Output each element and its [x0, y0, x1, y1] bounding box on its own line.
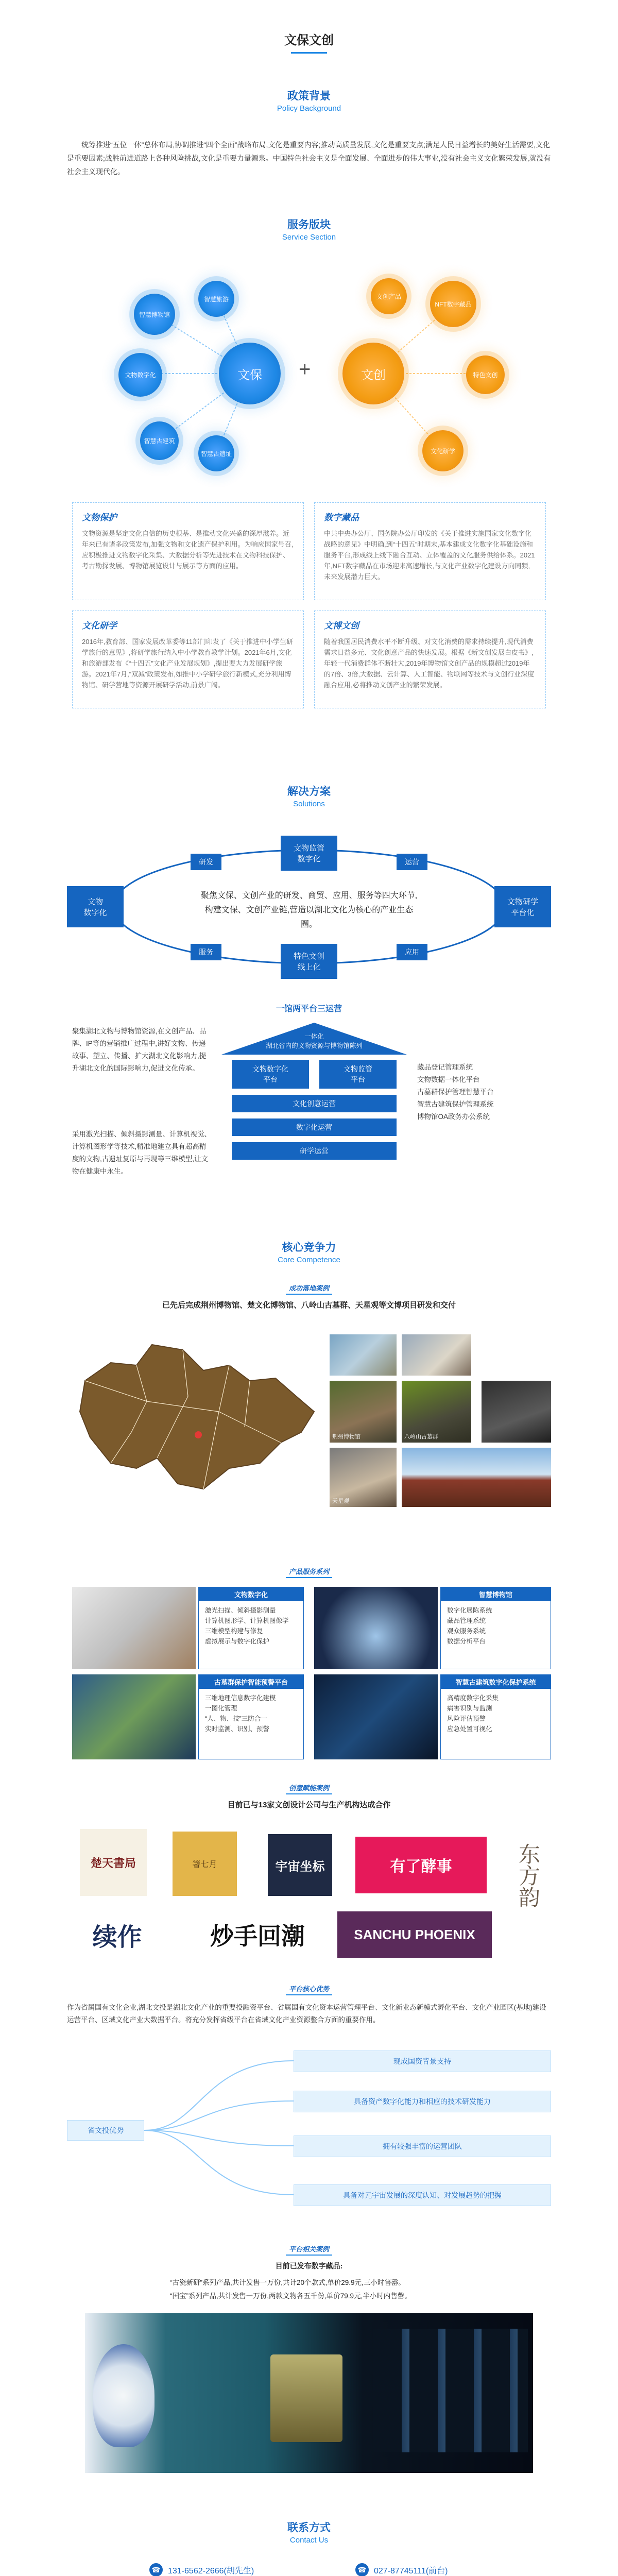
feature-item: 应急处置可视化	[447, 1725, 492, 1733]
core-heading	[0, 1239, 618, 1264]
release-line: “国宝”系列产品,共计发售一万份,两款文物各五千份,单价79.9元,半小时内售罄。	[170, 2292, 411, 2300]
case-caption-1: 荆州博物馆	[332, 1434, 360, 1440]
node-study-platform[interactable]: 文物研学 平台化	[494, 886, 551, 927]
card-cultural-study	[72, 611, 304, 708]
service-node-smart-tourism[interactable]: 智慧旅游	[198, 281, 234, 317]
brand-logo-qiyue: 箸七月	[173, 1832, 237, 1896]
node-digitization[interactable]: 文物 数字化	[67, 886, 124, 927]
card-title: 数字藏品	[324, 513, 359, 522]
solutions-heading	[0, 783, 618, 808]
policy-heading	[0, 88, 618, 113]
feature-smart-museum	[440, 1587, 551, 1669]
bronze-figure	[270, 2354, 342, 2442]
solutions-subtitle: Solutions	[293, 800, 325, 808]
card-title: 文物保护	[82, 513, 117, 522]
cases-subheading	[0, 1283, 618, 1295]
case-photo-1	[330, 1334, 397, 1376]
brand-logo-youle: 有了酵事	[355, 1837, 487, 1893]
brands-text: 目前已与13家文创设计公司与生产机构达成合作	[227, 1801, 391, 1809]
nft-showcase-image	[85, 2313, 533, 2473]
platform-left-text-2: 采用激光扫描、倾斜摄影测量、计算机视觉、计算机图形学等技术,精准地建立具有超高精度的文物,古遗址复原与再现等三维模型,让文物在健康中永生。	[72, 1130, 211, 1175]
card-relic-protection	[72, 502, 304, 600]
contact-title: 联系方式	[287, 2522, 331, 2534]
platform-row-creative[interactable]: 文化创意运营	[232, 1095, 397, 1112]
cases-text: 已先后完成荆州博物馆、楚文化博物馆、八岭山古墓群、天星观等文博项目研发和交付	[162, 1301, 456, 1310]
feature-title: 古墓群保护智能预警平台	[199, 1675, 303, 1689]
platform-system-list	[417, 1061, 551, 1123]
products-subheading	[0, 1566, 618, 1578]
service-node-study[interactable]: 文化研学	[422, 430, 464, 471]
policy-text: 统筹推进“五位一体”总体布局,协调推进“四个全面”战略布局,文化是重要内容;推动高质量发展,文化是重要支点;满足人民日益增长的美好生活需要,文化是重要因素;战胜前进道路上各种风险挑战,文化是重要力量源泉。中国特色社会主义是全面发展、全面进步的伟大事业,没有社会主义文化繁荣发展,就没有社会主义现代化。	[67, 141, 551, 176]
card-museum-creative	[314, 611, 546, 708]
feature-item: 计算机图形学、计算机图像学	[205, 1617, 289, 1624]
hubei-map	[75, 1334, 319, 1502]
advantage-item: 现成国资背景支持	[294, 2050, 551, 2072]
brand-logo-chutian: 楚天書局	[80, 1829, 147, 1896]
product-image-4	[314, 1674, 438, 1759]
system-item: 藏品登记管理系统	[417, 1063, 473, 1071]
service-center-preservation: 文保	[219, 343, 281, 404]
related-subheading-text: 平台相关案例	[286, 2244, 332, 2256]
core-title: 核心竞争力	[282, 1242, 336, 1253]
platform-diagram	[221, 1023, 407, 1177]
card-text: 2016年,教育部、国家发展改革委等11部门印发了《关于推进中小学生研学旅行的意见》,将研学旅行纳入中小学教育教学计划。2021年6月,文化和旅游部发布《“十四五”文化产业发展规划》,提出要大力发展研学旅游。2021年7月,“双减”政策发布,如推中小学研学旅行新模式,充分利用博物馆、研学营地等资源开展研学活动,前景广阔。	[82, 638, 294, 689]
tag-application: 应用	[397, 944, 427, 960]
feature-title: 智慧博物馆	[441, 1587, 551, 1601]
feature-digitization	[198, 1587, 304, 1669]
release-line: “古瓷新研”系列产品,共计发售一万份,共计20个款式,单价29.9元,三小时售罄。	[170, 2279, 405, 2286]
brand-logo-yuzhou: 宇宙坐标	[268, 1834, 332, 1896]
policy-subtitle: Policy Background	[277, 104, 341, 113]
feature-item: 病害识别与监测	[447, 1705, 492, 1712]
card-title: 文化研学	[82, 621, 117, 631]
policy-title: 政策背景	[287, 90, 331, 102]
card-text: 随着我国居民消费水平不断升级、对文化消费的需求持续提升,现代消费需求日益多元、文化创意产品的快速发展。根据《新文创发展白皮书》,年轻一代消费群体不断壮大,2019年博物馆文创产品的规模超过2019年的7倍、3倍,大数据、云计算、人工智能、物联网等技术与文创行业深度融合应用,必将推动文创产业的繁荣发展。	[324, 638, 535, 689]
feature-item: 风险评估预警	[447, 1715, 486, 1722]
service-node-ancient-building[interactable]: 智慧古建筑	[140, 421, 179, 460]
service-center-creative: 文创	[342, 343, 404, 404]
feature-item: 数字化展陈系统	[447, 1607, 492, 1614]
feature-title: 智慧古建筑数字化保护系统	[441, 1675, 551, 1689]
service-node-featured[interactable]: 特色文创	[466, 355, 505, 394]
feature-tomb-warning	[198, 1674, 304, 1759]
platform-row-digital[interactable]: 数字化运营	[232, 1118, 397, 1136]
service-node-digitization[interactable]: 文物数字化	[118, 353, 162, 397]
platform-title: 一馆两平台三运营	[276, 1005, 342, 1013]
tag-service: 服务	[191, 944, 221, 960]
feature-ancient-building	[440, 1674, 551, 1759]
solutions-center-text: 聚焦文保、文创产业的研发、商贸、应用、服务等四大环节,构建文保、文创产业链,营造以湖北文化为核心的产业生态圈。	[200, 891, 418, 929]
service-node-products[interactable]: 文创产品	[371, 278, 407, 314]
platform-row-study[interactable]: 研学运营	[232, 1142, 397, 1160]
related-subheading	[0, 2244, 618, 2256]
advantage-item: 拥有较强丰富的运营团队	[294, 2136, 551, 2157]
advantage-item: 具备资产数字化能力和相应的技术研发能力	[294, 2091, 551, 2112]
feature-item: 三维模型构建与修复	[205, 1628, 263, 1635]
solutions-title: 解决方案	[287, 786, 331, 798]
advantages-subheading	[0, 1984, 618, 1995]
collectible-cards	[373, 2329, 528, 2452]
contact-heading	[0, 2519, 618, 2545]
title-underline	[291, 52, 327, 54]
feature-item: 激光扫描、倾斜摄影测量	[205, 1607, 276, 1614]
phone-icon: ☎	[355, 2563, 369, 2576]
contact-phone-2[interactable]	[355, 2563, 448, 2576]
system-item: 文物数据一体化平台	[417, 1076, 480, 1083]
solutions-diagram	[67, 829, 551, 984]
brand-logo-dongfang: 东方韵	[516, 1843, 541, 1908]
node-supervision[interactable]: 文物监管 数字化	[281, 836, 337, 871]
platform-roof-text: 一体化 湖北省内的文物资源与博物馆陈列	[266, 1033, 363, 1049]
services-subtitle: Service Section	[282, 233, 336, 242]
feature-item: 虚拟展示与数字化保护	[205, 1638, 270, 1645]
phone-number: 131-6562-2666(胡先生)	[168, 2566, 254, 2575]
brands-subheading	[0, 1783, 618, 1794]
hubei-map-shape	[75, 1334, 319, 1502]
vase-figure	[93, 2344, 154, 2447]
services-title: 服务版块	[287, 219, 331, 231]
feature-item: 观众服务系统	[447, 1628, 486, 1635]
advantages-text: 作为省属国有文化企业,湖北文投是湖北文化产业的重要投融资平台、省属国有文化资本运营管理平台、文化新业态新模式孵化平台、文化产业园区(基地)建设运营平台、区域文化产业大数据平台。将充分发挥省级平台在省域文化产业资源整合方面的重要作用。	[67, 2004, 546, 2024]
product-image-2	[314, 1587, 438, 1669]
feature-item: 高精度数字化采集	[447, 1694, 499, 1702]
system-item: 博物馆OA政务办公系统	[417, 1113, 490, 1121]
case-caption-2: 八岭山古墓群	[404, 1434, 438, 1440]
node-online-creative[interactable]: 特色文创 线上化	[281, 944, 337, 979]
feature-item: 藏品管理系统	[447, 1617, 486, 1624]
tag-operation: 运营	[397, 854, 427, 870]
card-title: 文博文创	[324, 621, 359, 631]
system-item: 古墓群保护管理智慧平台	[417, 1088, 494, 1096]
feature-item: 数据分析平台	[447, 1638, 486, 1645]
plus-sign: +	[299, 358, 311, 381]
contact-phone-1[interactable]	[149, 2563, 254, 2576]
tag-rd: 研发	[191, 854, 221, 870]
brand-logo-chaoshou: 炒手回潮	[210, 1923, 305, 1950]
case-photo-5	[482, 1381, 551, 1443]
service-node-smart-museum[interactable]: 智慧博物馆	[134, 294, 175, 335]
feature-item: 三维地理信息数字化建模	[205, 1694, 276, 1702]
card-text: 文物资源是坚定文化自信的历史根基、是推动文化兴盛的深厚滋养。近年来已有诸多政策发布,加强文物和文化遗产保护利用。为响应国家号召,应积极推进文物数字化采集、大数据分析等先进技术在文物科技保护、考古勘探发展、博物馆展览设计与展示等方面的应用。	[82, 530, 294, 570]
products-subheading-text: 产品服务系列	[286, 1566, 332, 1578]
services-heading	[0, 216, 618, 242]
service-node-ancient-site[interactable]: 智慧古遗址	[198, 435, 234, 471]
brand-logo-xuzuo: 续作	[92, 1923, 142, 1951]
brand-logo-sanchu: SANCHU PHOENIX	[337, 1911, 492, 1958]
page-title-block	[0, 30, 618, 54]
page-title: 文保文创	[284, 33, 334, 47]
advantages-subheading-text: 平台核心优势	[286, 1984, 332, 1995]
release-head: 目前已发布数字藏品:	[275, 2262, 343, 2270]
advantage-item: 具备对元宇宙发展的深度认知、对发展趋势的把握	[294, 2184, 551, 2206]
advantage-root: 省文投优势	[67, 2120, 144, 2141]
feature-item: 实时监测、识别、预警	[205, 1725, 270, 1733]
product-image-3	[72, 1674, 196, 1759]
service-node-nft[interactable]: NFT数字藏品	[430, 281, 476, 327]
platform-left-text-1: 聚集湖北文物与博物馆资源,在文创产品、品牌、IP等的营销推广过程中,讲好文物、传递故事、塑立、传播、扩大湖北文化影响力,提升湖北文化的国际影响力,促进文化传承。	[72, 1027, 207, 1072]
case-photo-2	[402, 1334, 471, 1376]
case-caption-3: 天星观	[332, 1498, 349, 1504]
card-text: 中共中央办公厅、国务院办公厅印发的《关于推进实施国家文化数字化战略的意见》中明确,到“十四五”时期末,基本建成文化数字化基础设施和服务平台,形成线上线下融合互动、立体覆盖的文化服务供给体系。2021年,NFT数字藏品在市场迎来高速增长,与文化产业数字化建设方向同频,未来发展潜力巨大。	[324, 530, 535, 581]
system-item: 智慧古建筑保护管理系统	[417, 1100, 494, 1108]
contact-subtitle: Contact Us	[289, 2536, 329, 2545]
feature-title: 文物数字化	[199, 1587, 303, 1601]
case-photo-7	[402, 1448, 551, 1507]
feature-item: 一图化管理	[205, 1705, 237, 1712]
product-image-1	[72, 1587, 196, 1669]
release-lines	[170, 2276, 479, 2303]
core-subtitle: Core Competence	[278, 1256, 340, 1264]
phone-icon: ☎	[149, 2563, 163, 2576]
card-digital-collectibles	[314, 502, 546, 600]
feature-item: “人、物、技”三防合一	[205, 1715, 267, 1722]
platform-box-digital[interactable]: 文物数字化 平台	[232, 1060, 309, 1089]
platform-box-supervision[interactable]: 文物监管 平台	[319, 1060, 397, 1089]
services-diagram	[93, 258, 525, 474]
cases-subheading-text: 成功落地案例	[286, 1283, 332, 1295]
brands-subheading-text: 创意赋能案例	[286, 1783, 332, 1794]
phone-number: 027-87745111(前台)	[374, 2566, 448, 2575]
